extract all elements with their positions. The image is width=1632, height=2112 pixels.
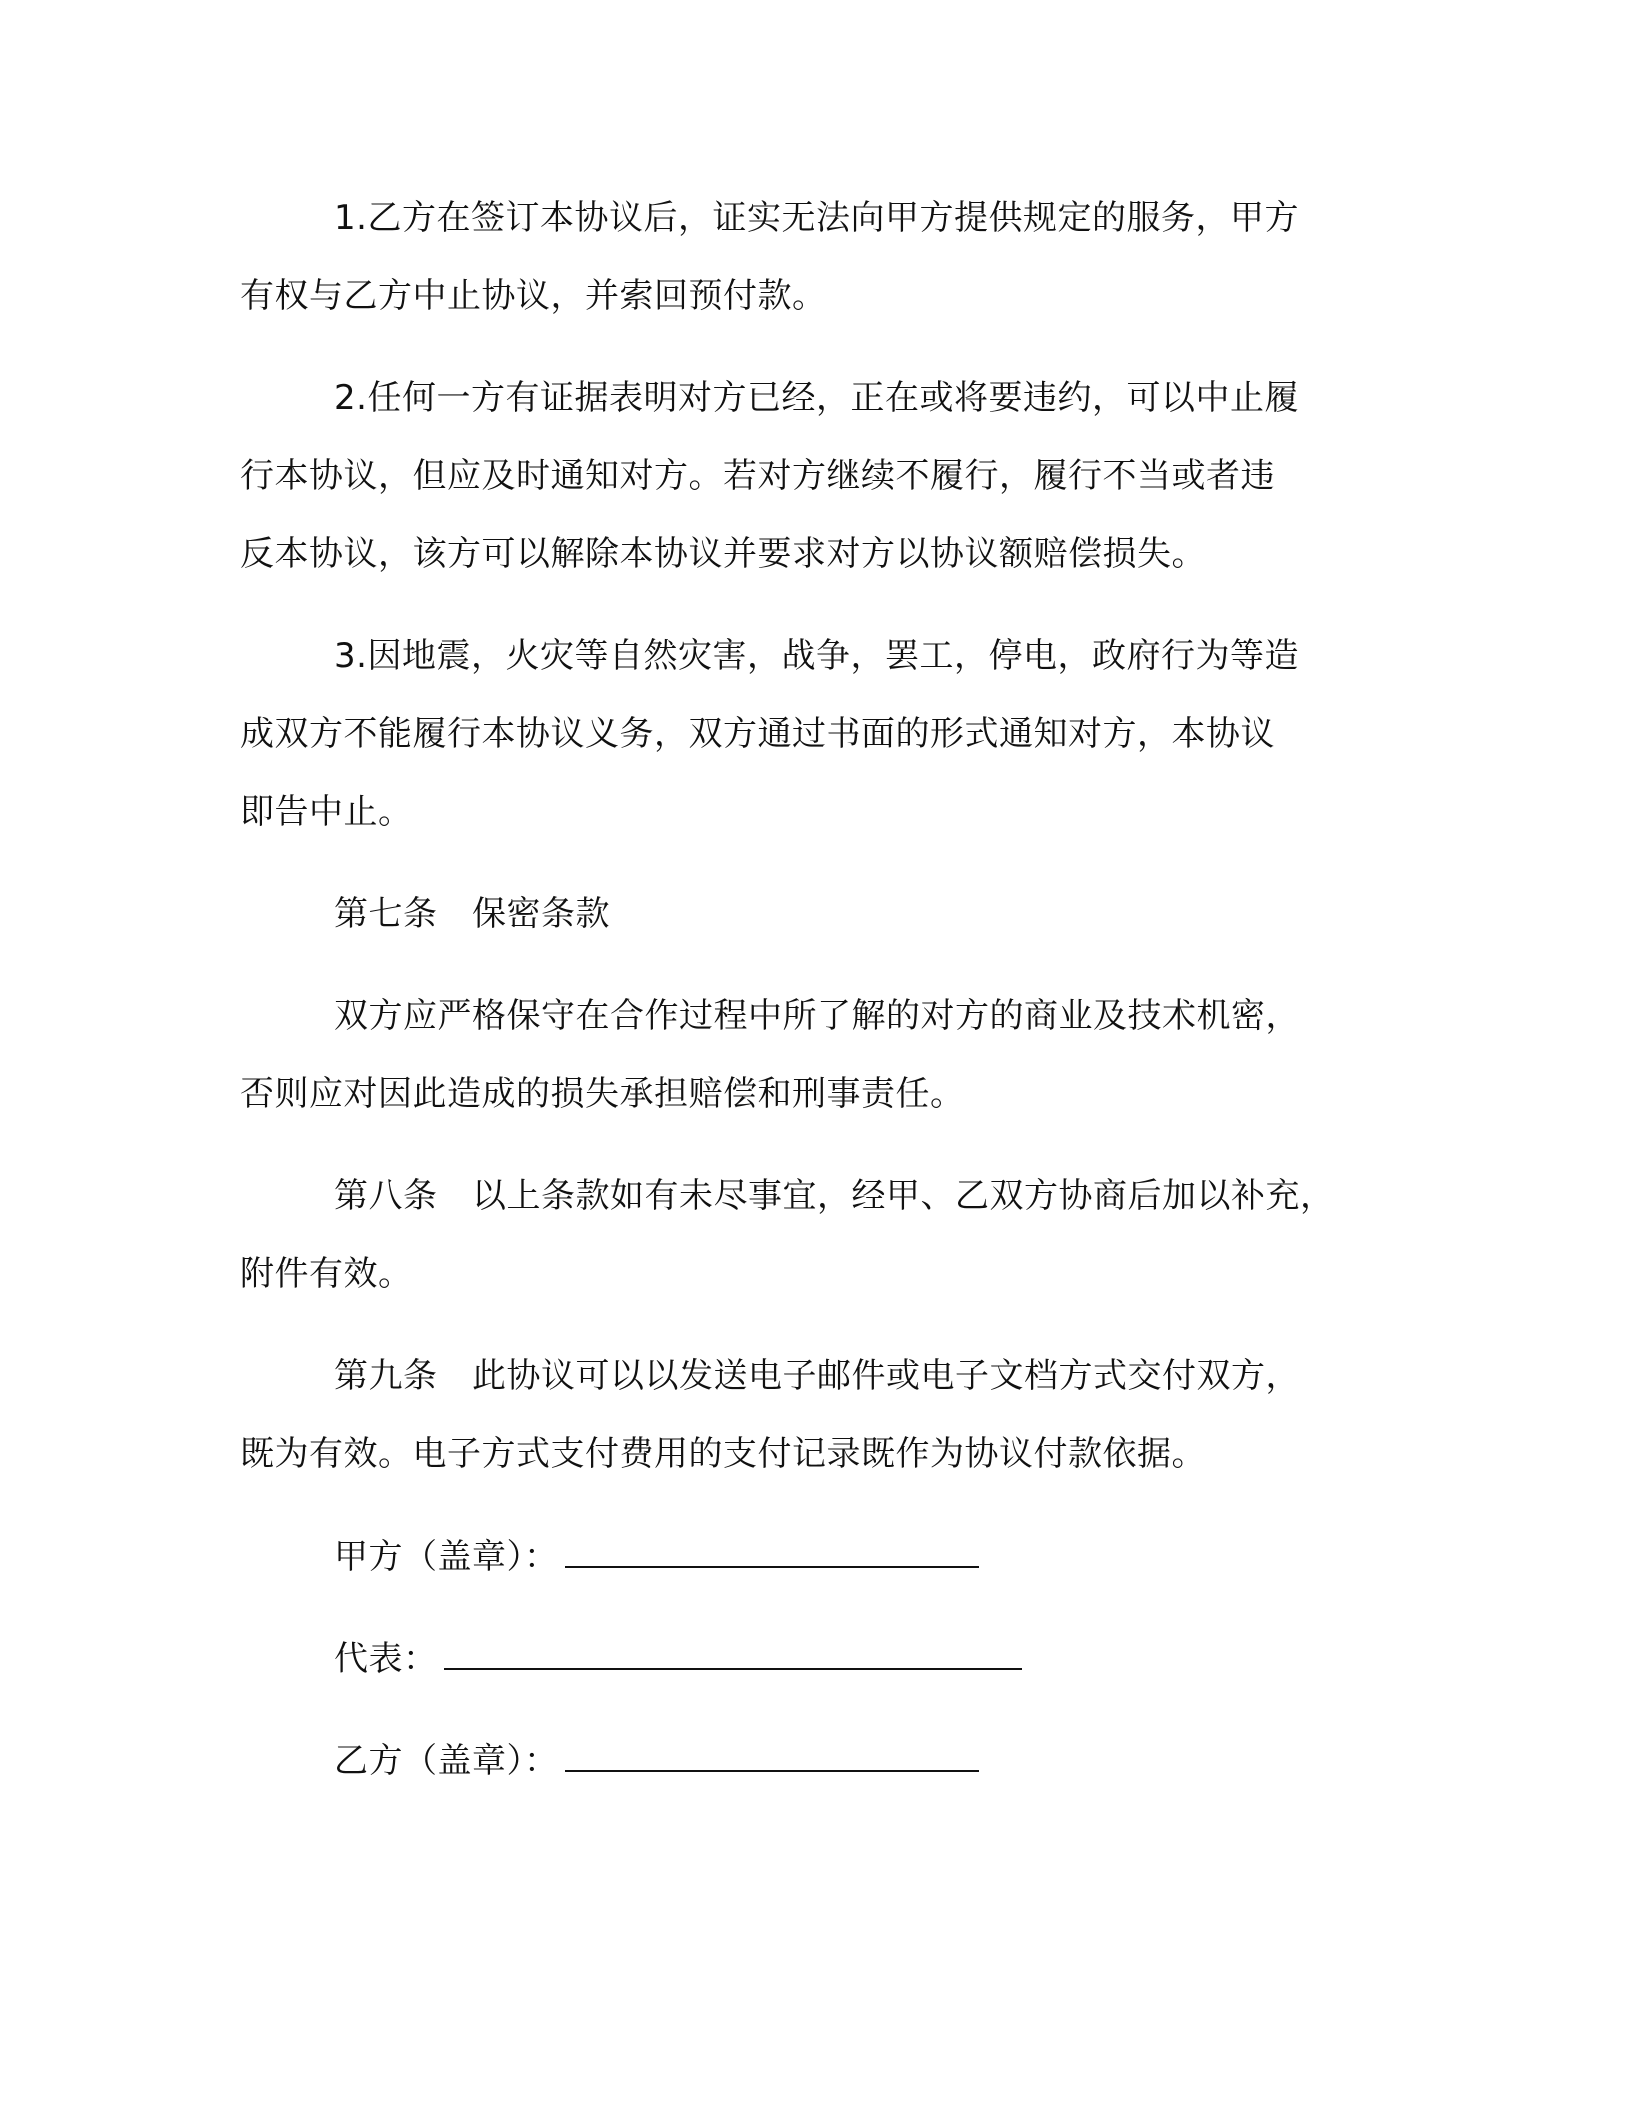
clause-2-line-2: 行本协议，但应及时通知对方。若对方继续不履行，履行不当或者违: [240, 456, 1275, 496]
clause-2-line-1: 2.任何一方有证据表明对方已经，正在或将要违约，可以中止履: [334, 378, 1299, 418]
article-7-heading: 第七条 保密条款: [334, 894, 610, 934]
representative-label: 代表：: [334, 1639, 438, 1679]
clause-3-line-2: 成双方不能履行本协议义务，双方通过书面的形式通知对方，本协议: [240, 714, 1275, 754]
article-9-line-1: 第九条 此协议可以以发送电子邮件或电子文档方式交付双方，: [334, 1356, 1300, 1396]
clause-2-line-3: 反本协议，该方可以解除本协议并要求对方以协议额赔偿损失。: [240, 534, 1206, 574]
party-b-signature-row: [334, 1740, 979, 1781]
article-7-line-2: 否则应对因此造成的损失承担赔偿和刑事责任。: [240, 1074, 965, 1114]
representative-signature-row: [334, 1638, 1022, 1679]
clause-3-line-1: 3.因地震，火灾等自然灾害，战争，罢工，停电，政府行为等造: [334, 636, 1299, 676]
party-b-label: 乙方（盖章）：: [334, 1741, 559, 1781]
party-b-signature-line: [565, 1740, 979, 1772]
article-7-line-1: 双方应严格保守在合作过程中所了解的对方的商业及技术机密，: [334, 996, 1300, 1036]
party-a-signature-row: [334, 1536, 979, 1577]
party-a-signature-line: [565, 1536, 979, 1568]
article-8-line-2: 附件有效。: [240, 1254, 413, 1294]
article-9-line-2: 既为有效。电子方式支付费用的支付记录既作为协议付款依据。: [240, 1434, 1206, 1474]
article-8-line-1: 第八条 以上条款如有未尽事宜，经甲、乙双方协商后加以补充，: [334, 1176, 1335, 1216]
clause-1-line-2: 有权与乙方中止协议，并索回预付款。: [240, 276, 827, 316]
party-a-label: 甲方（盖章）：: [334, 1537, 559, 1577]
representative-signature-line: [444, 1638, 1022, 1670]
clause-1-line-1: 1.乙方在签订本协议后，证实无法向甲方提供规定的服务，甲方: [334, 198, 1299, 238]
clause-3-line-3: 即告中止。: [240, 792, 413, 832]
